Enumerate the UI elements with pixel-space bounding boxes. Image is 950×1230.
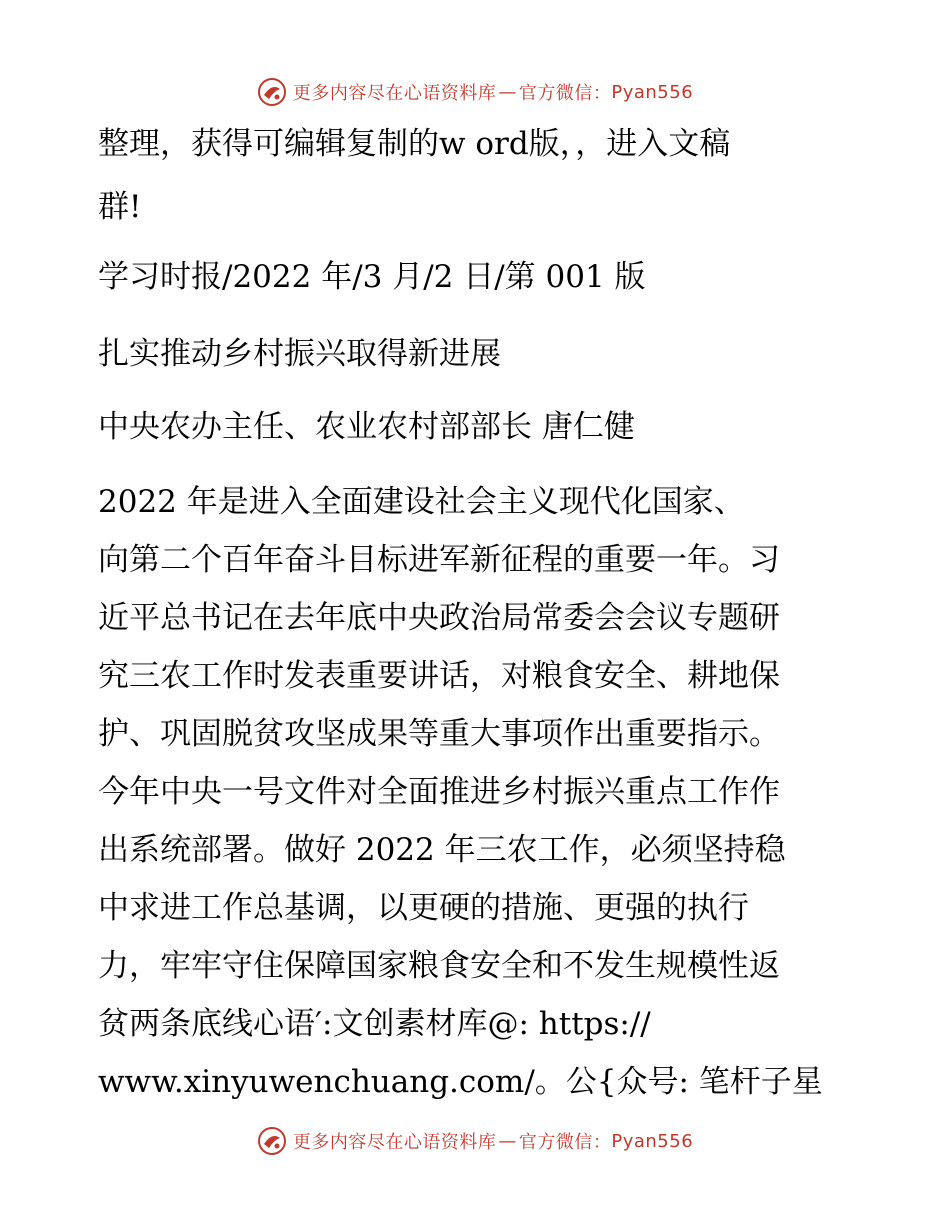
banner-contact-label: 官方微信：: [518, 1132, 612, 1153]
paragraph-line: 护、巩固脱贫攻坚成果等重大事项作出重要指示。: [98, 716, 780, 752]
text-line: 群!: [98, 189, 142, 225]
footer-watermark-banner: [0, 1121, 950, 1161]
paragraph-line: 中求进工作总基调，以更硬的措施、更强的执行: [98, 890, 749, 926]
paragraph-line: 向第二个百年奋斗目标进军新征程的重要一年。习: [98, 542, 780, 578]
document-source-line: 学习时报/2022 年/3 月/2 日/第 001 版: [98, 259, 646, 295]
banner-contact-label: 官方微信：: [518, 83, 612, 104]
paragraph-line: 今年中央一号文件对全面推进乡村振兴重点工作作: [98, 774, 780, 810]
paragraph-line: 出系统部署。做好 2022 年三农工作，必须坚持稳: [98, 832, 786, 868]
banner-contact-id: Pyan556: [611, 81, 694, 103]
paragraph-line: www.xinyuwenchuang.com/。公{众号: 笔杆子星: [98, 1064, 823, 1100]
paragraph-line: 2022 年是进入全面建设社会主义现代化国家、: [98, 484, 745, 520]
banner-brand-text: 更多内容尽在心语资料库: [292, 83, 497, 104]
banner-separator: —: [498, 1130, 517, 1152]
banner-contact-id: Pyan556: [611, 1130, 694, 1152]
banner-brand-text: 更多内容尽在心语资料库: [292, 1132, 497, 1153]
brand-logo-icon: [257, 1126, 287, 1156]
paragraph-line: 贫两条底线心语′:文创素材库@: https://: [98, 1006, 651, 1042]
paragraph-line: 究三农工作时发表重要讲话，对粮食安全、耕地保: [98, 658, 780, 694]
paragraph-line: 力，牢牢守住保障国家粮食安全和不发生规模性返: [98, 948, 780, 984]
brand-logo-icon: [257, 77, 287, 107]
article-author: 中央农办主任、农业农村部部长 唐仁健: [98, 409, 635, 445]
header-watermark-banner: [0, 72, 950, 112]
paragraph-line: 近平总书记在去年底中央政治局常委会会议专题研: [98, 600, 780, 636]
text-line: 整理，获得可编辑复制的w ord版，，进入文稿: [98, 126, 731, 162]
article-title: 扎实推动乡村振兴取得新进展: [98, 336, 501, 372]
banner-separator: —: [498, 81, 517, 103]
